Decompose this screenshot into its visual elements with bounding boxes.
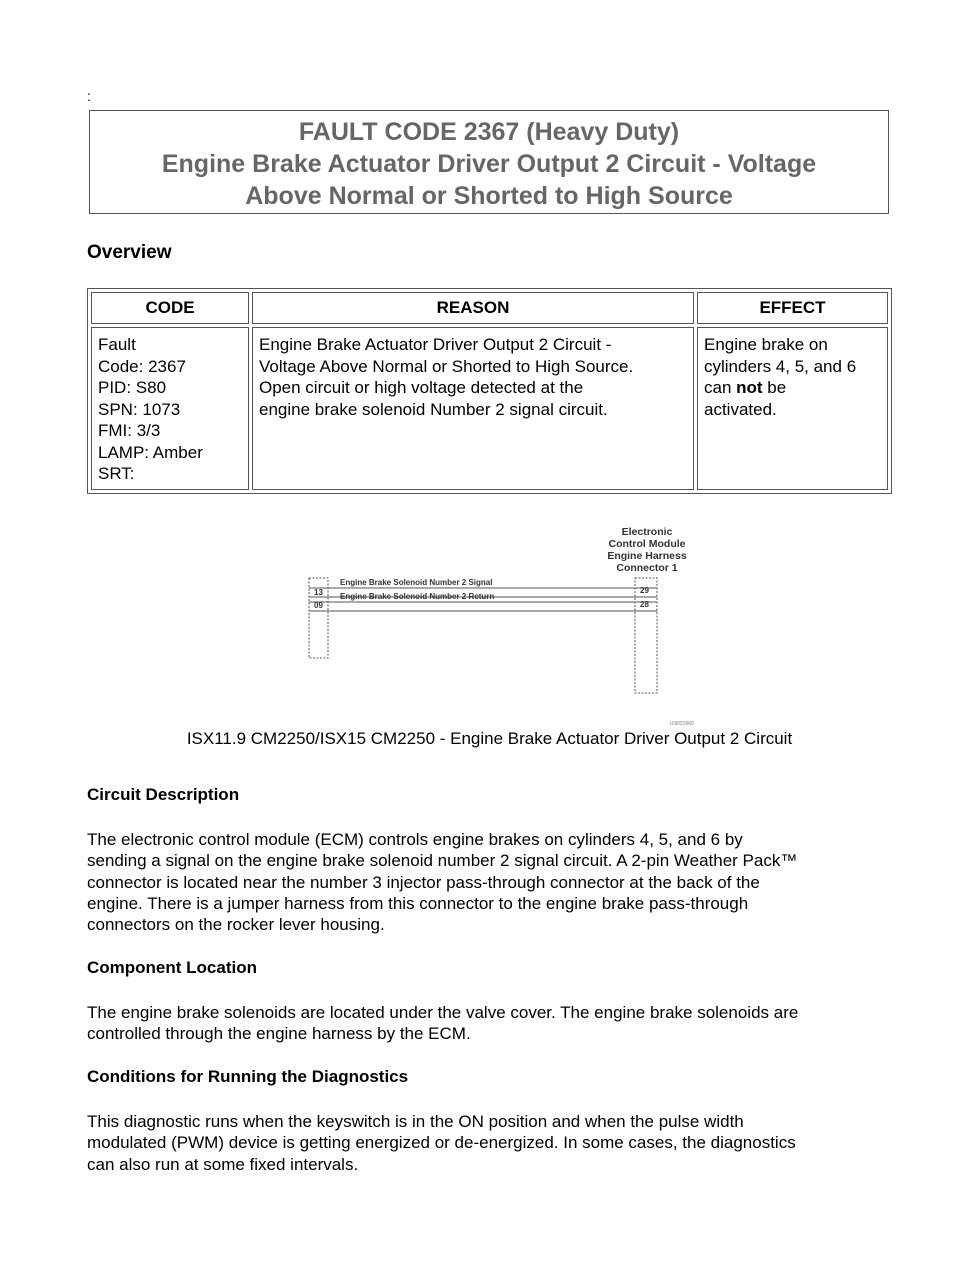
reason-line: Engine Brake Actuator Driver Output 2 Circuit - <box>259 335 612 354</box>
wire-label: Engine Brake Solenoid Number 2 Return <box>340 592 495 601</box>
component-location-text <box>87 1002 902 1045</box>
figure-id: t19021660 <box>670 721 694 727</box>
ecm-label-line: Control Module <box>608 538 686 550</box>
title-line-1: FAULT CODE 2367 (Heavy Duty) <box>298 118 680 146</box>
header-effect: EFFECT <box>697 292 888 324</box>
pin-number: 09 <box>314 601 323 610</box>
pin-number: 29 <box>640 586 649 595</box>
component-location-heading: Component Location <box>87 958 257 977</box>
code-line: FMI: 3/3 <box>98 421 161 440</box>
title-line-2: Engine Brake Actuator Driver Output 2 Circuit - Voltage <box>161 150 817 178</box>
code-line: PID: S80 <box>98 378 167 397</box>
reason-line: Open circuit or high voltage detected at the <box>259 378 584 397</box>
circuit-description-heading: Circuit Description <box>87 785 240 804</box>
ecm-label-line: Connector 1 <box>616 562 678 574</box>
text-line: modulated (PWM) device is getting energized or de-energized. In some cases, the diagnostics <box>87 1133 796 1153</box>
reason-cell <box>252 327 694 490</box>
code-line: Code: 2367 <box>98 356 186 376</box>
text-line: This diagnostic runs when the keyswitch is in the ON position and when the pulse width <box>87 1112 744 1131</box>
overview-table <box>87 288 892 494</box>
overview-heading: Overview <box>87 242 172 263</box>
text-line: connectors on the rocker lever housing. <box>87 915 385 935</box>
text-line: The electronic control module (ECM) controls engine brakes on cylinders 4, 5, and 6 by <box>87 830 743 849</box>
text-line: sending a signal on the engine brake solenoid number 2 signal circuit. A 2-pin Weather Pack™ <box>87 851 798 871</box>
circuit-diagram <box>300 520 720 730</box>
table-header-row <box>91 292 888 324</box>
circuit-description-text <box>87 829 902 935</box>
effect-cell <box>697 327 888 490</box>
header-code: CODE <box>91 292 249 324</box>
conditions-text <box>87 1111 902 1175</box>
text-line: The engine brake solenoids are located under the valve cover. The engine brake solenoids are <box>87 1003 799 1022</box>
reason-line: Voltage Above Normal or Shorted to High Source. <box>259 356 634 376</box>
effect-emphasis: not <box>736 378 763 397</box>
text-line: can also run at some fixed intervals. <box>87 1154 359 1174</box>
effect-text: can <box>704 378 737 397</box>
conditions-heading: Conditions for Running the Diagnostics <box>87 1067 409 1086</box>
ecm-label-line: Electronic <box>621 526 673 538</box>
effect-line <box>704 377 881 399</box>
code-line: Fault <box>98 335 136 354</box>
title-line-3: Above Normal or Shorted to High Source <box>245 182 733 210</box>
ecm-connector <box>635 578 657 693</box>
code-line: LAMP: Amber <box>98 442 203 462</box>
page-marker: : <box>87 88 91 104</box>
text-line: engine. There is a jumper harness from this connector to the engine brake pass-through <box>87 893 749 913</box>
figure-caption: ISX11.9 CM2250/ISX15 CM2250 - Engine Brake Actuator Driver Output 2 Circuit <box>186 729 793 748</box>
text-line: controlled through the engine harness by the ECM. <box>87 1024 471 1044</box>
effect-line: Engine brake on <box>704 335 828 354</box>
effect-line: cylinders 4, 5, and 6 <box>704 356 857 376</box>
text-line: connector is located near the number 3 injector pass-through connector at the back of the <box>87 872 760 892</box>
header-reason: REASON <box>252 292 694 324</box>
code-cell <box>91 327 249 490</box>
effect-line: activated. <box>704 399 777 419</box>
pin-number: 28 <box>640 600 649 609</box>
code-line: SPN: 1073 <box>98 399 181 419</box>
effect-text: be <box>762 378 787 397</box>
table-row <box>91 327 888 490</box>
reason-line: engine brake solenoid Number 2 signal circuit. <box>259 399 608 419</box>
fault-code-title <box>89 110 889 214</box>
ecm-label-line: Engine Harness <box>607 550 687 562</box>
pin-number: 13 <box>314 588 323 597</box>
wire-label: Engine Brake Solenoid Number 2 Signal <box>340 578 493 587</box>
code-line: SRT: <box>98 464 135 483</box>
